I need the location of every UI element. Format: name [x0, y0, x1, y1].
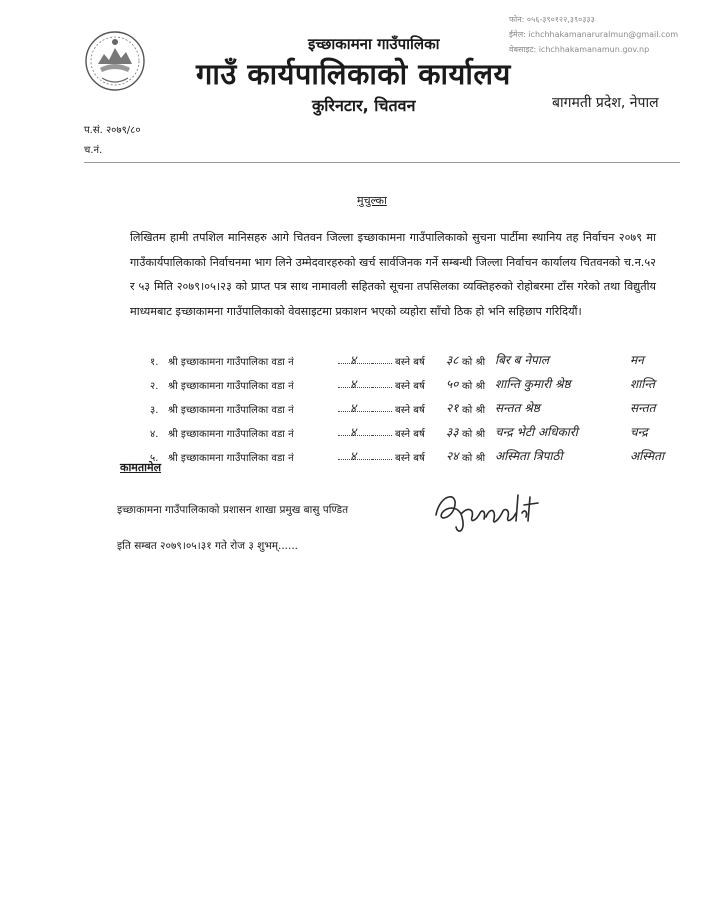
witness-name-handwritten: बिर ब नेपाल [495, 353, 550, 367]
witness-number: ४. [150, 429, 159, 440]
age-label: बस्ने बर्ष [395, 453, 425, 464]
office-location: कुरिनटार, चितवन [312, 96, 416, 115]
ward-label: श्री इच्छाकामना गाउँपालिका वडा नं [168, 453, 294, 464]
ward-number-handwritten: ४ [350, 353, 357, 367]
age-label: बस्ने बर्ष [395, 429, 425, 440]
ward-dots-tail [372, 435, 392, 436]
witness-signature: सन्तत [630, 401, 656, 415]
handwritten-signature [430, 487, 550, 537]
age-handwritten: ३८ [446, 353, 459, 367]
witness-number: ३. [150, 405, 159, 416]
ward-dots-tail [372, 459, 392, 460]
contact-phone: फोन: ०५६-३९०१२२,३९०३३३ [509, 15, 595, 24]
contact-website: वेबसाइट: ichchhakamanamun.gov.np [509, 45, 650, 54]
age-handwritten: २४ [446, 449, 459, 463]
age-handwritten: २१ [446, 401, 459, 415]
witness-name-handwritten: शान्ति कुमारी श्रेष्ठ [495, 377, 571, 391]
ward-dots-tail [372, 387, 392, 388]
name-label: को श्री [462, 357, 486, 368]
ward-number-handwritten: ४ [350, 449, 357, 463]
name-label: को श्री [462, 453, 486, 464]
kamatamel-heading: कामतामेल [120, 461, 162, 474]
witness-number: २. [150, 381, 159, 392]
ward-dots-tail [372, 411, 392, 412]
witness-number: ५. [150, 453, 159, 464]
witness-row [150, 399, 690, 419]
witness-signature: शान्ति [630, 377, 655, 391]
nepal-emblem-icon [84, 30, 146, 92]
witness-name-handwritten: सन्तत श्रेष्ठ [495, 401, 540, 415]
witness-row [150, 375, 690, 395]
ward-number-handwritten: ४ [350, 377, 357, 391]
witness-row [150, 423, 690, 443]
witness-row [150, 447, 690, 467]
name-label: को श्री [462, 381, 486, 392]
document-body: लिखितम हामी तपशिल मानिसहरु आगे चितवन जिल्ला इच्छाकामना गाउँपालिकाको सुचना पार्टीमा स्थानिय तह निर्वाचन २०७९ मा गाउँकार्यपालिकाको निर्वाचनमा भाग लिने उम्मेदवारहरुको खर्च सार्वजिनक गर्ने सम्बन्धी जिल्ला निर्वाचन कार्यालय चितवनको च.न.५२ र ५३ मिति २०७९।०५।२३ को प्राप्त पत्र साथ नामावली सहितको सूचना तपसिलका व्यक्तिहरुको रोहोबरमा टाँस गरेको तथा विद्युतीय माध्यमबाट इच्छाकामना गाउँपालिकाको वेवसाइटमा प्रकाशन भएको व्यहोरा साँचो ठिक हो भनि सहिछाप गरिदियौं। [130, 231, 656, 318]
witness-name-handwritten: अस्मिता त्रिपाठी [495, 449, 563, 463]
ward-label: श्री इच्छाकामना गाउँपालिका वडा नं [168, 381, 294, 392]
ward-number-handwritten: ४ [350, 401, 357, 415]
document-title: मुचुल्का [357, 194, 387, 207]
age-handwritten: ५० [446, 377, 459, 391]
municipality-name: इच्छाकामना गाउँपालिका [308, 35, 440, 53]
witness-signature: चन्द्र [630, 425, 648, 439]
ward-number-handwritten: ४ [350, 425, 357, 439]
ward-label: श्री इच्छाकामना गाउँपालिका वडा नं [168, 405, 294, 416]
province-name: बागमती प्रदेश, नेपाल [552, 95, 659, 111]
name-label: को श्री [462, 405, 486, 416]
age-label: बस्ने बर्ष [395, 357, 425, 368]
witness-signature: मन [630, 353, 644, 367]
office-title: गाउँ कार्यपालिकाको कार्यालय [196, 57, 511, 91]
admin-chief-line: इच्छाकामना गाउँपालिकाको प्रशासन शाखा प्रमुख बासु पण्डित [117, 504, 349, 516]
age-label: बस्ने बर्ष [395, 381, 425, 392]
witness-name-handwritten: चन्द्र भेटी अधिकारी [495, 425, 578, 439]
ward-label: श्री इच्छाकामना गाउँपालिका वडा नं [168, 429, 294, 440]
closing-line: इति सम्बत २०७९।०५।३१ गते रोज ३ शुभम्...... [117, 540, 299, 552]
header-divider [84, 162, 680, 163]
ward-label: श्री इच्छाकामना गाउँपालिका वडा नं [168, 357, 294, 368]
name-label: को श्री [462, 429, 486, 440]
age-handwritten: ३३ [446, 425, 459, 439]
age-label: बस्ने बर्ष [395, 405, 425, 416]
witness-signature: अस्मिता [630, 449, 665, 463]
witness-row [150, 351, 690, 371]
witness-number: १. [150, 357, 159, 368]
dispatch-number: च.नं. [84, 145, 103, 156]
contact-email: ईमेल: ichchhakamanaruralmun@gmail.com [509, 30, 679, 39]
reference-number: प.सं. २०७९/८० [84, 125, 141, 136]
ward-dots-tail [372, 363, 392, 364]
